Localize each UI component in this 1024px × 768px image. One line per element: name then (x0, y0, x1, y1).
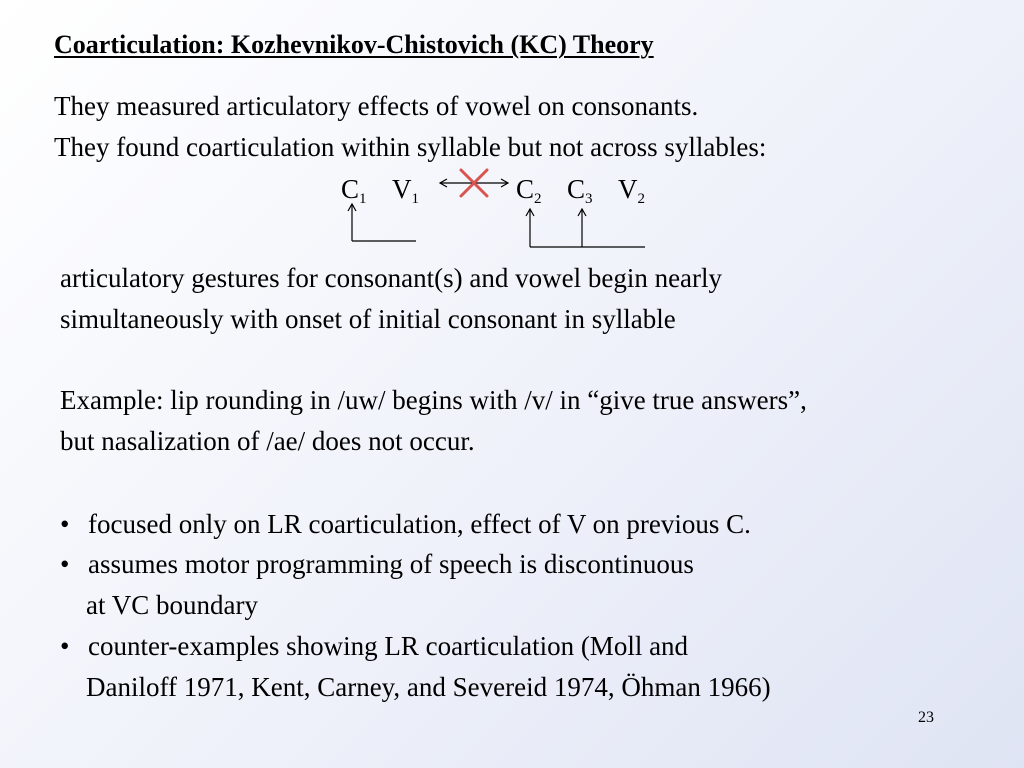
bullet-marker: • (60, 509, 70, 539)
symbol-v2: $V_2$ (618, 174, 645, 207)
bullet-item: • assumes motor programming of speech is discontinuous (60, 549, 694, 579)
example-line-1: Example: lip rounding in /uw/ begins with /v/ in “give true answers”, (60, 385, 807, 415)
symbol-v1: $V_1$ (392, 174, 419, 207)
page-title: Coarticulation: Kozhevnikov-Chistovich (KC) Theory (54, 30, 654, 59)
bullet-item: • counter-examples showing LR coarticulation (Moll and (60, 631, 689, 661)
symbol-c2: $C_2$ (516, 174, 542, 207)
bullet-continuation: at VC boundary (86, 590, 258, 620)
example-line-2: but nasalization of /ae/ does not occur. (60, 426, 475, 456)
symbol-c3: $C_3$ (567, 174, 593, 207)
bullet-marker: • (60, 549, 70, 579)
bullet-item: • focused only on LR coarticulation, effect of V on previous C. (60, 509, 751, 539)
symbol-c1: $C_1$ (341, 174, 367, 207)
intro-line-1: They measured articulatory effects of vowel on consonants. (54, 91, 699, 121)
intro-line-2: They found coarticulation within syllable but not across syllables: (54, 132, 767, 162)
gestures-line-2: simultaneously with onset of initial consonant in syllable (60, 304, 676, 334)
page-number: 23 (918, 709, 934, 726)
bullet-marker: • (60, 631, 70, 661)
bullet-continuation: Daniloff 1971, Kent, Carney, and Severeid 1974, Öhman 1966) (86, 672, 771, 702)
gestures-line-1: articulatory gestures for consonant(s) and vowel begin nearly (60, 263, 723, 293)
